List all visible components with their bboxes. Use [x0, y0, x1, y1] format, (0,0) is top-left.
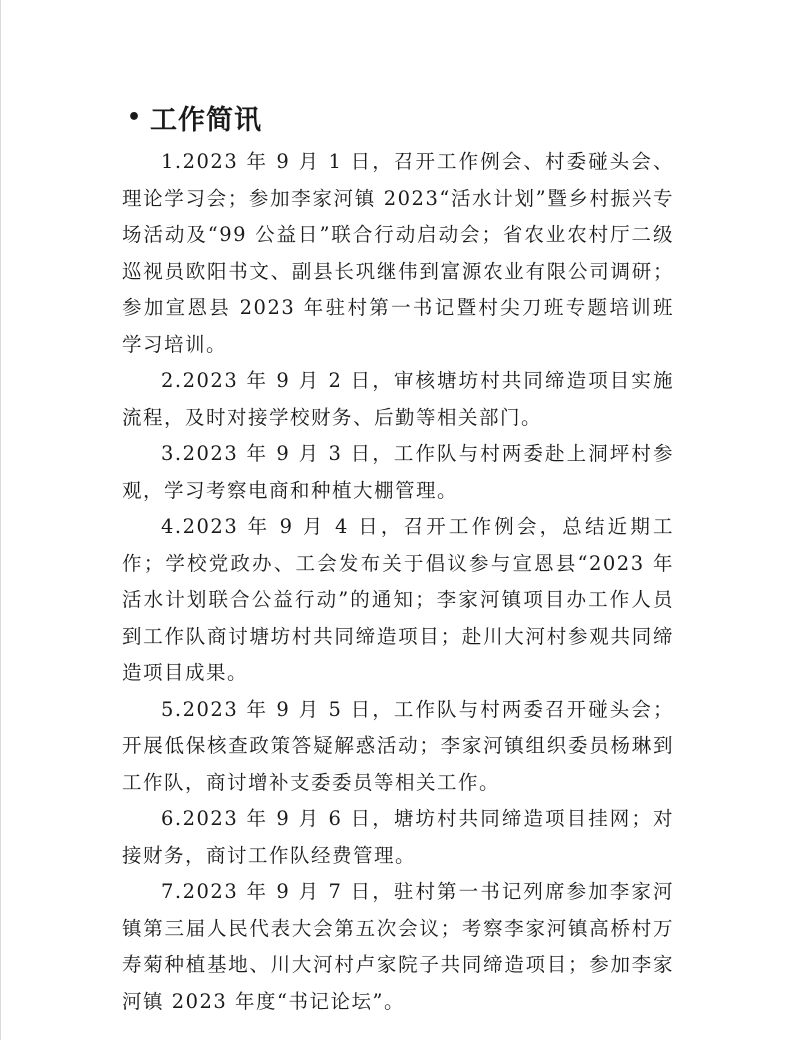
news-item-2: 2.2023 年 9 月 2 日，审核塘坊村共同缔造项目实施流程，及时对接学校财务、后勤等相关部门。: [122, 369, 674, 429]
news-item-5: 5.2023 年 9 月 5 日，工作队与村两委召开碰头会；开展低保核查政策答疑解惑活动；李家河镇组织委员杨琳到工作队，商讨增补支委委员等相关工作。: [122, 697, 674, 794]
news-item-4: 4.2023 年 9 月 4 日，召开工作例会，总结近期工作；学校党政办、工会发布关于倡议参与宣恩县“2023 年活水计划联合公益行动”的通知；李家河镇项目办工作人员到工作队商讨塘坊村共同缔造项目；赴川大河村参观共同缔造项目成果。: [122, 515, 674, 684]
document-content: [122, 92, 674, 1020]
news-item-3: 3.2023 年 9 月 3 日，工作队与村两委赴上洞坪村参观，学习考察电商和种植大棚管理。: [122, 442, 674, 502]
section-title: 工作简讯: [150, 104, 262, 136]
news-item-1: 1.2023 年 9 月 1 日，召开工作例会、村委碰头会、理论学习会；参加李家河镇 2023“活水计划”暨乡村振兴专场活动及“99 公益日”联合行动启动会；省农业农村厅二级巡视员欧阳书文、副县长巩继伟到富源农业有限公司调研；参加宣恩县 2023 年驻村第一书记暨村尖刀班专题培训班学习培训。: [122, 150, 674, 356]
news-item-6: 6.2023 年 9 月 6 日，塘坊村共同缔造项目挂网；对接财务，商讨工作队经费管理。: [122, 807, 674, 867]
bullet-icon: •: [126, 104, 142, 130]
page-edge: [0, 0, 1, 1040]
news-item-7: 7.2023 年 9 月 7 日，驻村第一书记列席参加李家河镇第三届人民代表大会第五次会议；考察李家河镇高桥村万寿菊种植基地、川大河村卢家院子共同缔造项目；参加李家河镇 2023 年度“书记论坛”。: [122, 880, 674, 1013]
section-heading: [122, 92, 674, 142]
